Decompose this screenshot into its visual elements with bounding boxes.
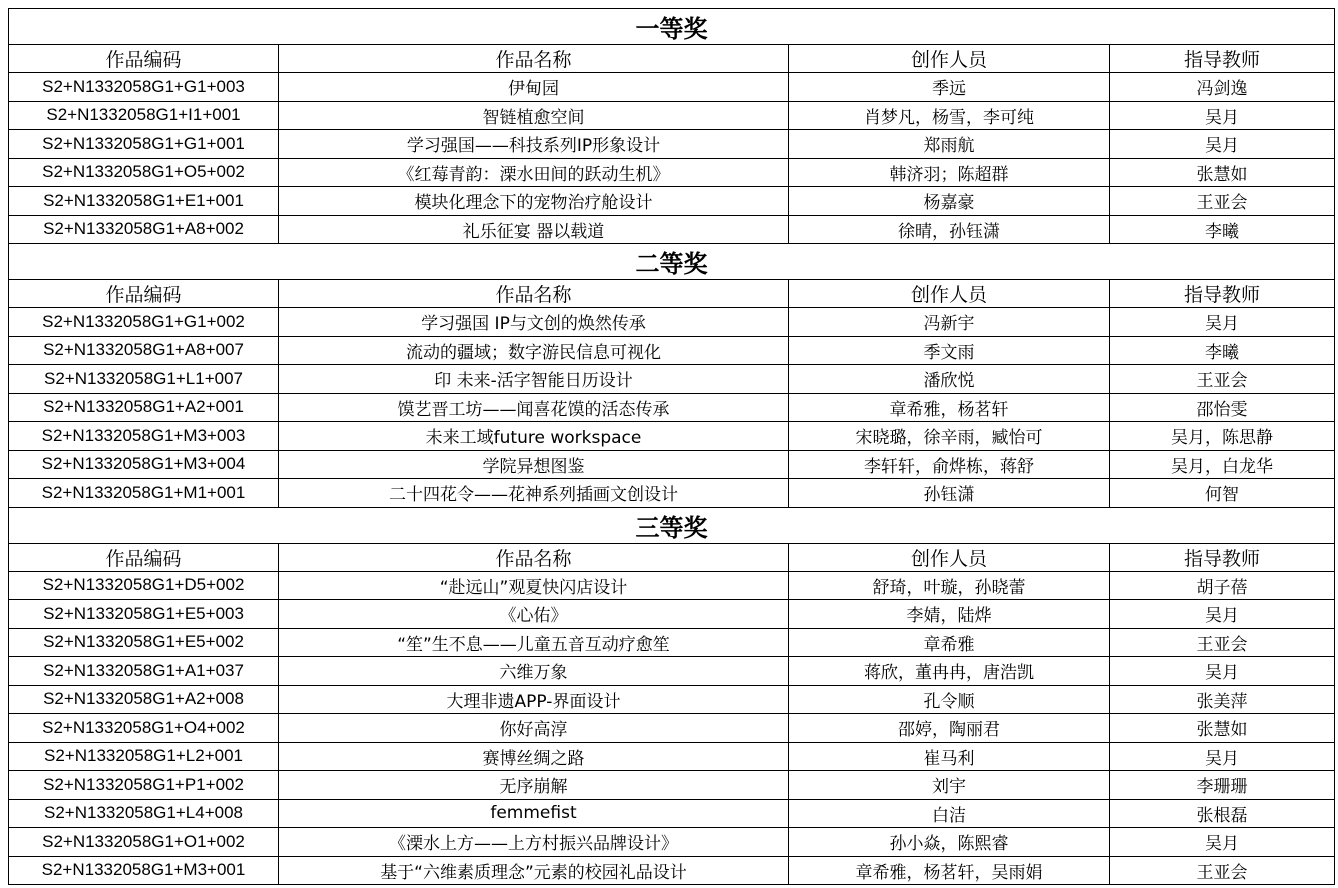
column-header-row [9,280,1335,308]
column-header-row [9,543,1335,571]
table-row [9,714,1335,743]
cell-code: S2+N1332058G1+O4+002 [9,714,279,743]
cell-title: femmefist [279,799,789,828]
table-row [9,308,1335,337]
cell-title: 二十四花令——花神系列插画文创设计 [279,479,789,508]
cell-title: 礼乐征宴 器以载道 [279,215,789,244]
section-title: 三等奖 [9,507,1335,543]
column-header-advisor: 指导教师 [1110,543,1335,571]
awards-table [8,8,1335,885]
cell-creators: 潘欣悦 [789,365,1110,394]
cell-advisor: 胡子蓓 [1110,571,1335,600]
column-header-code: 作品编码 [9,45,279,73]
cell-code: S2+N1332058G1+I1+001 [9,101,279,130]
table-row [9,336,1335,365]
column-header-code: 作品编码 [9,280,279,308]
cell-advisor: 张美萍 [1110,685,1335,714]
cell-code: S2+N1332058G1+E5+002 [9,628,279,657]
table-row [9,187,1335,216]
table-row [9,365,1335,394]
cell-title: 流动的疆域；数字游民信息可视化 [279,336,789,365]
cell-creators: 刘宇 [789,771,1110,800]
cell-code: S2+N1332058G1+G1+001 [9,130,279,159]
cell-advisor: 李珊珊 [1110,771,1335,800]
cell-creators: 郑雨航 [789,130,1110,159]
table-row [9,101,1335,130]
table-row [9,422,1335,451]
table-row [9,771,1335,800]
table-row [9,799,1335,828]
cell-title: 伊甸园 [279,73,789,102]
table-row [9,571,1335,600]
cell-creators: 章希雅，杨茗轩 [789,393,1110,422]
table-row [9,393,1335,422]
section-title-row [9,9,1335,45]
cell-creators: 孙小焱，陈熙睿 [789,828,1110,857]
cell-creators: 邵婷，陶丽君 [789,714,1110,743]
section-title-row [9,244,1335,280]
column-header-title: 作品名称 [279,45,789,73]
cell-creators: 蒋欣，董冉冉，唐浩凯 [789,657,1110,686]
cell-advisor: 吴月 [1110,828,1335,857]
cell-code: S2+N1332058G1+G1+003 [9,73,279,102]
cell-code: S2+N1332058G1+M3+001 [9,856,279,885]
cell-creators: 宋晓璐，徐辛雨，臧怡可 [789,422,1110,451]
cell-advisor: 王亚会 [1110,628,1335,657]
cell-code: S2+N1332058G1+L2+001 [9,742,279,771]
cell-code: S2+N1332058G1+A2+008 [9,685,279,714]
awards-table-body [9,9,1335,885]
cell-advisor: 吴月，陈思静 [1110,422,1335,451]
table-row [9,828,1335,857]
cell-advisor: 李曦 [1110,215,1335,244]
cell-creators: 章希雅 [789,628,1110,657]
cell-creators: 崔马利 [789,742,1110,771]
section-title: 二等奖 [9,244,1335,280]
column-header-advisor: 指导教师 [1110,45,1335,73]
cell-creators: 杨嘉豪 [789,187,1110,216]
table-row [9,628,1335,657]
cell-title: 学习强国 IP与文创的焕然传承 [279,308,789,337]
cell-title: “笙”生不息——儿童五音互动疗愈笙 [279,628,789,657]
table-row [9,158,1335,187]
cell-creators: 李轩轩，俞烨栋，蒋舒 [789,450,1110,479]
cell-advisor: 王亚会 [1110,856,1335,885]
cell-advisor: 吴月 [1110,657,1335,686]
cell-creators: 舒琦，叶璇，孙晓蕾 [789,571,1110,600]
cell-code: S2+N1332058G1+E5+003 [9,600,279,629]
cell-title: 学习强国——科技系列IP形象设计 [279,130,789,159]
table-row [9,742,1335,771]
column-header-title: 作品名称 [279,543,789,571]
cell-code: S2+N1332058G1+A8+002 [9,215,279,244]
cell-title: 印 未来-活字智能日历设计 [279,365,789,394]
table-row [9,479,1335,508]
cell-advisor: 吴月 [1110,308,1335,337]
table-row [9,856,1335,885]
table-row [9,73,1335,102]
cell-code: S2+N1332058G1+E1+001 [9,187,279,216]
cell-creators: 李婧，陆烨 [789,600,1110,629]
column-header-advisor: 指导教师 [1110,280,1335,308]
column-header-row [9,45,1335,73]
cell-title: 未来工域future workspace [279,422,789,451]
cell-title: 《心佑》 [279,600,789,629]
cell-advisor: 王亚会 [1110,365,1335,394]
cell-advisor: 李曦 [1110,336,1335,365]
cell-advisor: 何智 [1110,479,1335,508]
cell-advisor: 吴月 [1110,130,1335,159]
cell-advisor: 王亚会 [1110,187,1335,216]
table-row [9,215,1335,244]
cell-title: 《红莓青韵：溧水田间的跃动生机》 [279,158,789,187]
cell-advisor: 冯剑逸 [1110,73,1335,102]
cell-creators: 章希雅，杨茗轩，吴雨娟 [789,856,1110,885]
cell-code: S2+N1332058G1+D5+002 [9,571,279,600]
cell-code: S2+N1332058G1+A2+001 [9,393,279,422]
cell-advisor: 张慧如 [1110,158,1335,187]
table-row [9,450,1335,479]
table-row [9,685,1335,714]
cell-advisor: 吴月 [1110,742,1335,771]
cell-advisor: 吴月 [1110,600,1335,629]
cell-advisor: 吴月，白龙华 [1110,450,1335,479]
cell-title: 学院异想图鉴 [279,450,789,479]
section-title: 一等奖 [9,9,1335,45]
cell-advisor: 张根磊 [1110,799,1335,828]
cell-title: 智链植愈空间 [279,101,789,130]
cell-title: 大理非遗APP-界面设计 [279,685,789,714]
table-row [9,657,1335,686]
cell-code: S2+N1332058G1+M1+001 [9,479,279,508]
cell-creators: 韩济羽；陈超群 [789,158,1110,187]
cell-title: “赴远山”观夏快闪店设计 [279,571,789,600]
cell-code: S2+N1332058G1+A1+037 [9,657,279,686]
column-header-title: 作品名称 [279,280,789,308]
section-title-row [9,507,1335,543]
cell-title: 《溧水上方——上方村振兴品牌设计》 [279,828,789,857]
cell-title: 模块化理念下的宠物治疗舱设计 [279,187,789,216]
cell-code: S2+N1332058G1+M3+004 [9,450,279,479]
cell-title: 馍艺晋工坊——闻喜花馍的活态传承 [279,393,789,422]
cell-creators: 季文雨 [789,336,1110,365]
cell-creators: 孙钰潇 [789,479,1110,508]
cell-title: 基于“六维素质理念”元素的校园礼品设计 [279,856,789,885]
table-row [9,130,1335,159]
cell-creators: 肖梦凡，杨雪，李可纯 [789,101,1110,130]
cell-creators: 白洁 [789,799,1110,828]
cell-code: S2+N1332058G1+O5+002 [9,158,279,187]
cell-code: S2+N1332058G1+M3+003 [9,422,279,451]
cell-code: S2+N1332058G1+L1+007 [9,365,279,394]
column-header-code: 作品编码 [9,543,279,571]
table-row [9,600,1335,629]
column-header-creators: 创作人员 [789,543,1110,571]
cell-creators: 冯新宇 [789,308,1110,337]
column-header-creators: 创作人员 [789,45,1110,73]
cell-advisor: 吴月 [1110,101,1335,130]
cell-code: S2+N1332058G1+G1+002 [9,308,279,337]
cell-advisor: 邵怡雯 [1110,393,1335,422]
cell-title: 赛博丝绸之路 [279,742,789,771]
cell-code: S2+N1332058G1+A8+007 [9,336,279,365]
cell-title: 六维万象 [279,657,789,686]
cell-code: S2+N1332058G1+L4+008 [9,799,279,828]
column-header-creators: 创作人员 [789,280,1110,308]
cell-code: S2+N1332058G1+O1+002 [9,828,279,857]
cell-title: 无序崩解 [279,771,789,800]
cell-code: S2+N1332058G1+P1+002 [9,771,279,800]
cell-creators: 徐晴，孙钰潇 [789,215,1110,244]
cell-creators: 孔令顺 [789,685,1110,714]
cell-advisor: 张慧如 [1110,714,1335,743]
cell-title: 你好高淳 [279,714,789,743]
cell-creators: 季远 [789,73,1110,102]
